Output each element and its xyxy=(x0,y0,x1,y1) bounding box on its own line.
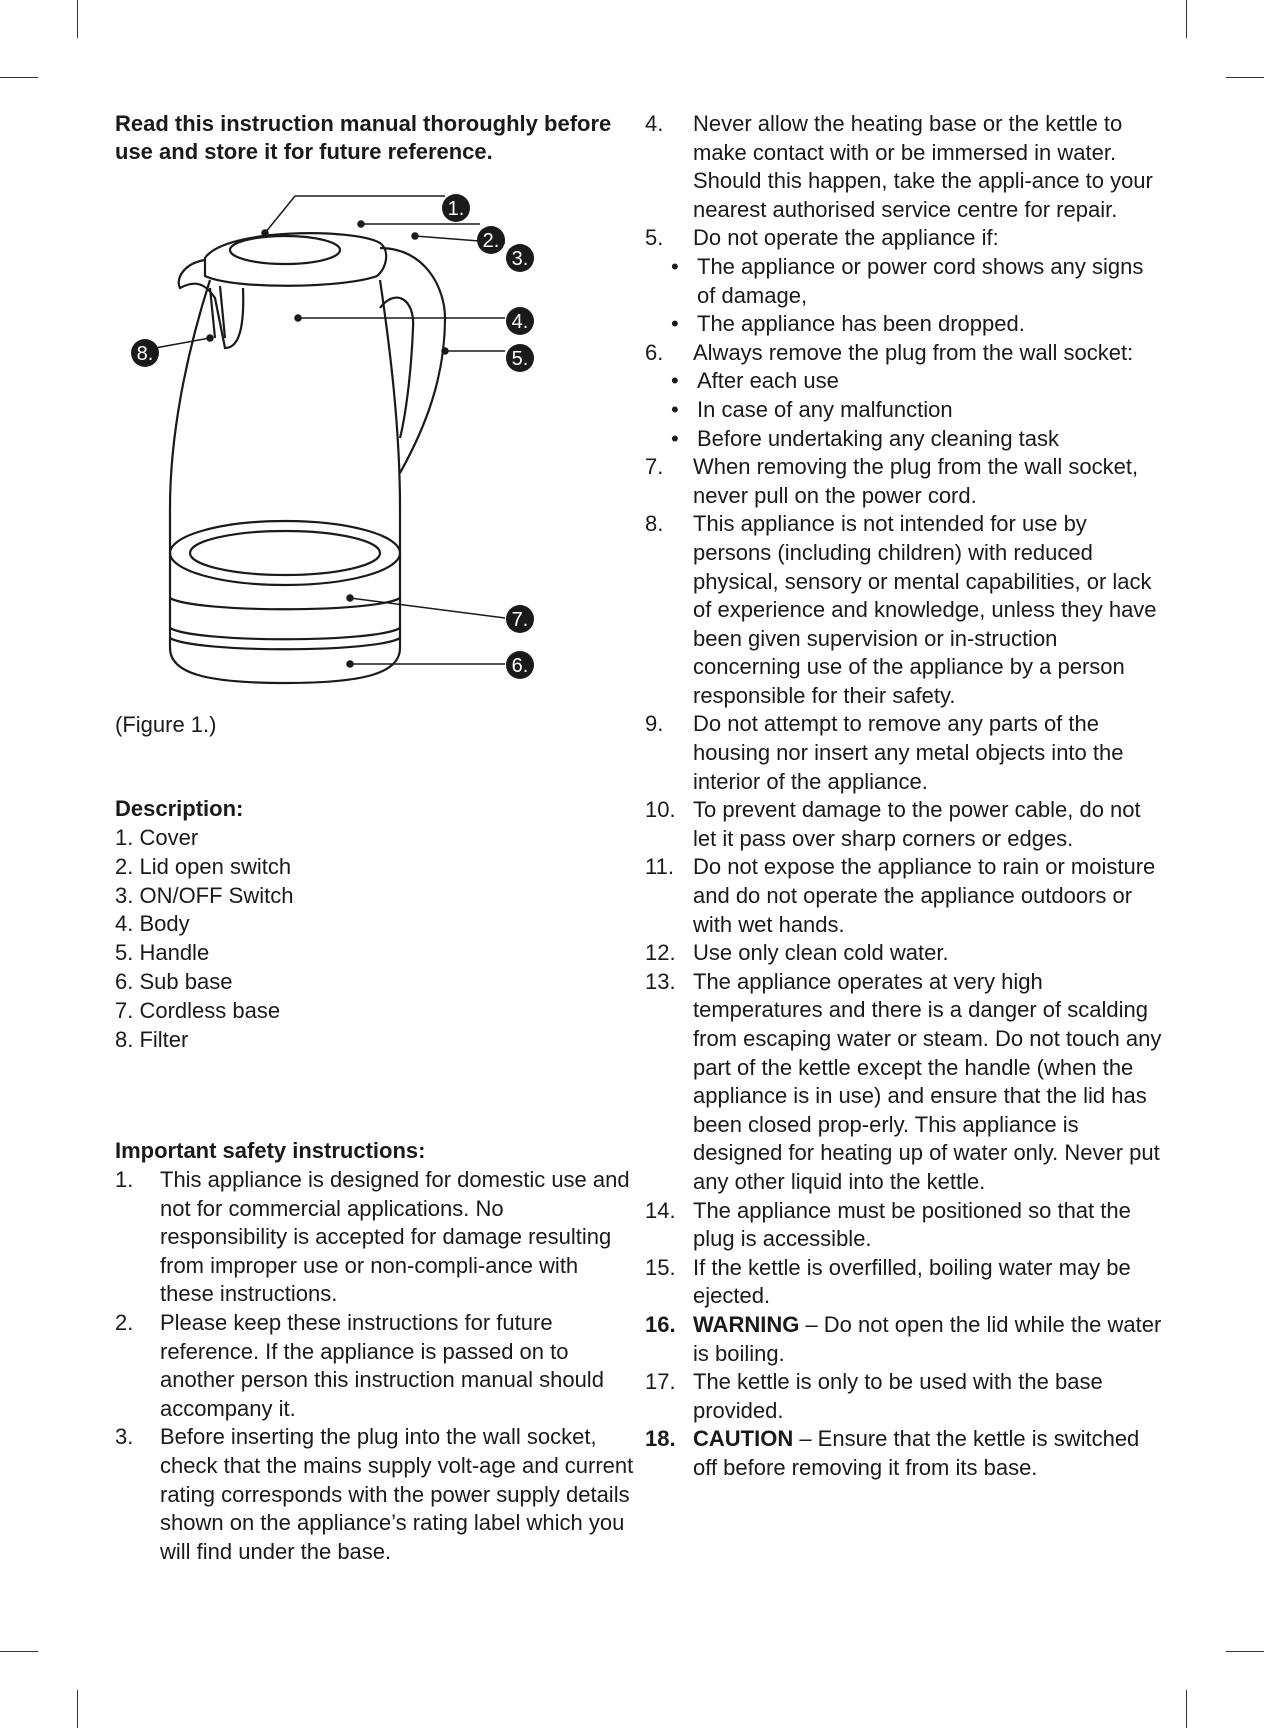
description-item: 6. Sub base xyxy=(115,968,233,994)
crop-mark xyxy=(1226,1651,1264,1652)
item-text: Do not operate the appliance if: xyxy=(693,225,999,251)
description-item: 4. Body xyxy=(115,911,190,937)
safety-heading: Important safety instructions: xyxy=(115,1138,426,1163)
item-number: 16. xyxy=(645,1311,676,1337)
bullet-icon: • xyxy=(671,396,679,422)
item-text: – Do not open the lid while the water is boiling. xyxy=(693,1311,1162,1366)
item-text: If the kettle is overfilled, boiling water may be ejected. xyxy=(693,1254,1131,1309)
item-number: 9. xyxy=(645,711,664,737)
description-item: 8. Filter xyxy=(115,1026,189,1052)
description-item: 5. Handle xyxy=(115,940,210,966)
safety-list-left xyxy=(115,1166,635,1566)
item-text: The kettle is only to be used with the base provided. xyxy=(693,1369,1103,1423)
crop-mark xyxy=(1226,77,1264,78)
bullet-item xyxy=(645,310,1165,339)
bullet-text: The appliance or power cord shows any signs of damage, xyxy=(697,253,1144,308)
item-number: 14. xyxy=(645,1197,676,1223)
bullet-item xyxy=(645,367,1165,396)
crop-mark xyxy=(0,1651,38,1652)
item-number: 5. xyxy=(645,225,664,251)
safety-item-warning xyxy=(645,1311,1165,1368)
callout-4: 4. xyxy=(511,311,529,333)
kettle-diagram xyxy=(115,188,615,708)
crop-mark xyxy=(1186,1690,1187,1728)
item-number: 15. xyxy=(645,1254,676,1280)
item-text: Use only clean cold water. xyxy=(693,940,949,966)
description-item: 3. ON/OFF Switch xyxy=(115,882,294,908)
description-item: 2. Lid open switch xyxy=(115,853,292,879)
item-number: 18. xyxy=(645,1426,676,1452)
figure-caption: (Figure 1.) xyxy=(115,712,217,737)
bullet-icon: • xyxy=(671,311,679,337)
crop-mark xyxy=(0,77,38,78)
item-text: Before inserting the plug into the wall socket, check that the mains supply volt-age and current rating corresponds with the power supply details shown on the appliance’s rating label which you will find under the base. xyxy=(160,1424,634,1564)
callout-7: 7. xyxy=(511,609,529,631)
warning-label: WARNING xyxy=(693,1311,800,1337)
crop-mark xyxy=(1186,0,1187,38)
callout-2: 2. xyxy=(482,230,500,252)
bullet-icon: • xyxy=(671,368,679,394)
bullet-item xyxy=(645,253,1165,310)
safety-item xyxy=(115,1423,635,1566)
callout-1: 1. xyxy=(447,198,465,220)
bullet-icon: • xyxy=(671,253,679,279)
safety-item xyxy=(645,224,1165,253)
intro-text: Read this instruction manual thoroughly before use and store it for future reference. xyxy=(115,111,612,164)
item-text: The appliance must be positioned so that the plug is accessible. xyxy=(693,1197,1131,1252)
safety-item xyxy=(645,1254,1165,1311)
bullet-text: After each use xyxy=(697,368,839,394)
callout-8: 8. xyxy=(136,343,154,365)
item-number: 8. xyxy=(645,511,664,537)
safety-item xyxy=(645,339,1165,368)
crop-mark xyxy=(77,1690,78,1728)
safety-item xyxy=(645,453,1165,510)
item-number: 6. xyxy=(645,339,664,365)
item-number: 4. xyxy=(645,111,664,136)
item-text: To prevent damage to the power cable, do not let it pass over sharp corners or edges. xyxy=(693,797,1141,851)
item-text: This appliance is not intended for use by persons (including children) with reduced physical, sensory or mental capabilities, or lack of experience and knowledge, unless they have been given supervision or in-struction concerning use of the appliance by a person responsible for their safety. xyxy=(693,511,1157,708)
item-number: 7. xyxy=(645,454,664,480)
callout-5: 5. xyxy=(511,348,529,370)
item-number: 1. xyxy=(115,1167,134,1192)
safety-item xyxy=(645,110,1165,224)
bullet-text: In case of any malfunction xyxy=(697,396,953,422)
safety-list-right xyxy=(645,110,1165,1483)
kettle-figure xyxy=(115,188,615,708)
item-text: – Ensure that the kettle is switched off before removing it from its base. xyxy=(693,1426,1140,1480)
safety-item xyxy=(645,853,1165,939)
safety-item xyxy=(645,796,1165,853)
item-text: When removing the plug from the wall socket, never pull on the power cord. xyxy=(693,454,1139,508)
item-text: This appliance is designed for domestic use and not for commercial applications. No responsibility is accepted for damage resulting from improper use or non-compli-ance with these instructions. xyxy=(160,1167,630,1307)
callout-3: 3. xyxy=(511,248,529,270)
safety-item xyxy=(645,1197,1165,1254)
safety-item xyxy=(115,1166,635,1309)
item-number: 13. xyxy=(645,968,676,994)
bullet-text: Before undertaking any cleaning task xyxy=(697,425,1060,451)
description-heading: Description: xyxy=(115,796,244,821)
safety-item xyxy=(115,1309,635,1423)
caution-label: CAUTION xyxy=(693,1426,794,1452)
safety-item xyxy=(645,710,1165,796)
item-number: 17. xyxy=(645,1369,676,1395)
item-number: 11. xyxy=(645,854,674,880)
item-number: 10. xyxy=(645,797,676,823)
crop-mark xyxy=(77,0,78,38)
bullet-icon: • xyxy=(671,425,679,451)
item-number: 3. xyxy=(115,1424,134,1450)
item-text: Do not expose the appliance to rain or moisture and do not operate the appliance outdoors or with wet hands. xyxy=(693,854,1156,937)
safety-item-caution xyxy=(645,1425,1165,1482)
safety-item xyxy=(645,1368,1165,1425)
description-item: 1. Cover xyxy=(115,825,199,850)
item-number: 12. xyxy=(645,940,676,966)
bullet-text: The appliance has been dropped. xyxy=(697,311,1025,337)
item-text: Never allow the heating base or the kettle to make contact with or be immersed in water. Should this happen, take the appli-ance to your nearest authorised service centre for repair. xyxy=(693,111,1153,222)
item-text: Always remove the plug from the wall socket: xyxy=(693,339,1134,365)
callout-6: 6. xyxy=(511,655,529,677)
description-list xyxy=(115,824,293,1054)
bullet-item xyxy=(645,396,1165,425)
item-number: 2. xyxy=(115,1309,134,1335)
item-text: Do not attempt to remove any parts of the housing nor insert any metal objects into the interior of the appliance. xyxy=(693,711,1124,794)
safety-item xyxy=(645,968,1165,1197)
item-text: The appliance operates at very high temperatures and there is a danger of scalding from escaping water or steam. Do not touch any part of the kettle except the handle (when the appliance is in use) and ensure that the lid has been closed prop-erly. This appliance is designed for heating up of water only. Never put any other liquid into the kettle. xyxy=(693,968,1162,1194)
bullet-item xyxy=(645,425,1165,454)
item-text: Please keep these instructions for future reference. If the appliance is passed on to another person this instruction manual should accompany it. xyxy=(160,1309,604,1421)
safety-item xyxy=(645,510,1165,710)
safety-item xyxy=(645,939,1165,968)
description-item: 7. Cordless base xyxy=(115,997,281,1023)
